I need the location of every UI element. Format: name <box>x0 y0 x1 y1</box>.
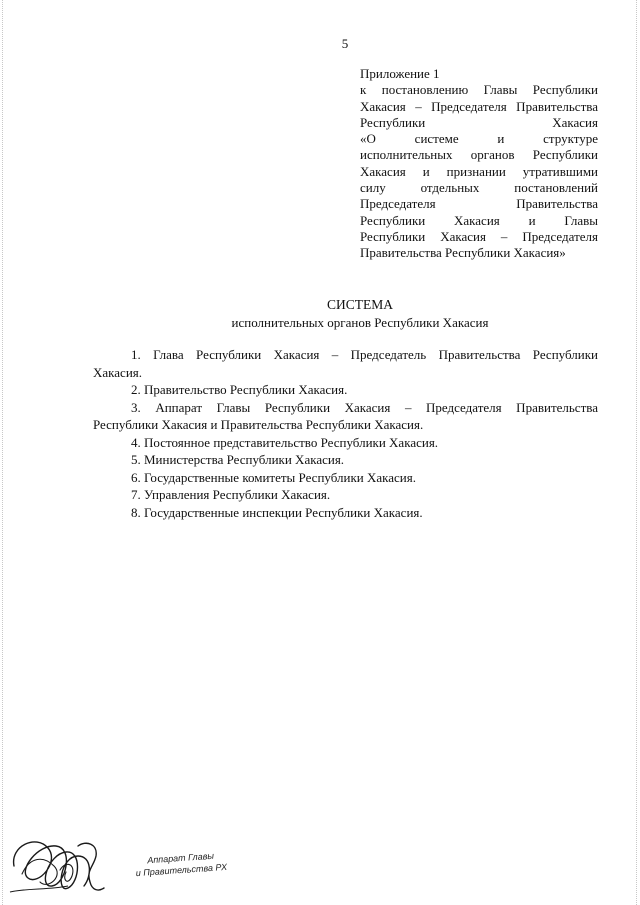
document-subtitle: исполнительных органов Республики Хакасия <box>231 315 489 330</box>
list-item: 5. Министерства Республики Хакасия. <box>131 452 345 467</box>
list-item <box>93 346 598 381</box>
appendix-line: исполнительных органов Республики <box>360 147 598 163</box>
appendix-line: Республики Хакасия <box>360 114 598 130</box>
list-item: 2. Правительство Республики Хакасия. <box>131 382 348 397</box>
stamp-text <box>125 848 236 880</box>
document-heading <box>120 296 600 332</box>
page-number: 5 <box>341 36 349 51</box>
appendix-line: «О системе и структуре <box>360 131 598 147</box>
appendix-line: Председателя Правительства <box>360 196 598 212</box>
appendix-line: Хакасия – Председателя Правительства <box>360 98 598 114</box>
list-item: 6. Государственные комитеты Республики Хакасия. <box>131 469 416 485</box>
list-item: 8. Государственные инспекции Республики Хакасия. <box>131 504 423 520</box>
appendix-line: Хакасия и признании утратившими <box>360 163 598 179</box>
list-item-line: 1. Глава Республики Хакасия – Председатель Правительства Республики <box>131 347 598 362</box>
appendix-line: Республики Хакасия – Председателя <box>360 228 598 244</box>
appendix-line: Республики Хакасия и Главы <box>360 212 598 228</box>
handwritten-signature <box>8 826 108 898</box>
list-item: 7. Управления Республики Хакасия. <box>131 487 331 502</box>
appendix-line: Приложение 1 <box>360 66 440 81</box>
list-item-line: Республики Хакасия и Правительства Республики Хакасия. <box>93 417 424 432</box>
list-item-line: Хакасия. <box>93 364 143 380</box>
appendix-line: Правительства Республики Хакасия» <box>360 245 566 261</box>
list-item <box>93 399 598 434</box>
stamp-line: и Правительства РХ <box>135 861 228 879</box>
left-edge-dots <box>2 0 4 905</box>
right-edge-dots <box>636 0 638 905</box>
organ-list <box>93 346 598 521</box>
document-title: СИСТЕМА <box>326 297 393 312</box>
list-item: 4. Постоянное представительство Республики Хакасия. <box>131 434 439 450</box>
appendix-line: к постановлению Главы Республики <box>360 82 598 98</box>
list-item-line: 3. Аппарат Главы Республики Хакасия – Председателя Правительства <box>131 399 598 415</box>
stamp-line: Аппарат Главы <box>146 850 215 866</box>
appendix-block <box>360 66 598 262</box>
appendix-line: силу отдельных постановлений <box>360 180 598 196</box>
